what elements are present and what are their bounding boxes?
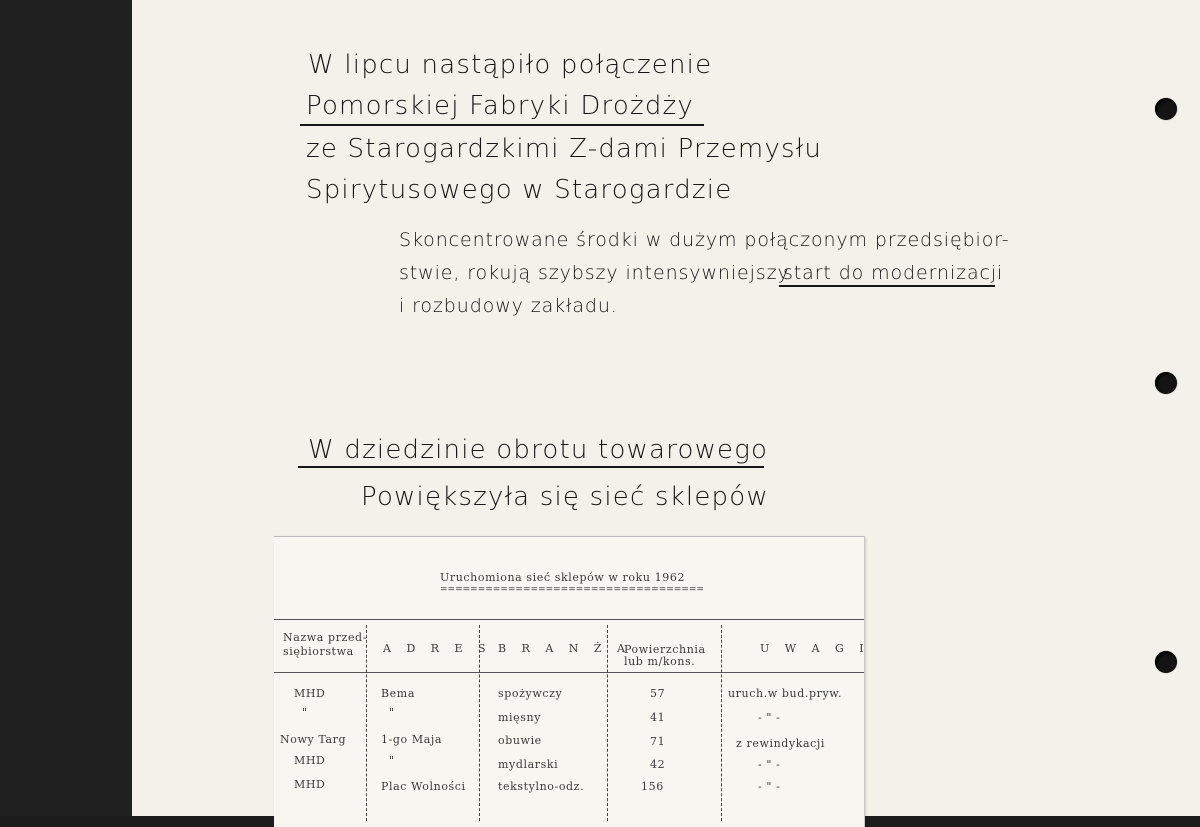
table-cell-branch: spożywczy [498, 687, 563, 700]
table-cell-area: 71 [650, 735, 666, 748]
table-title: Uruchomiona sieć sklepów w roku 1962 [440, 571, 686, 584]
table-cell-notes: - " - [758, 780, 781, 793]
table-cell-name: MHD [294, 778, 326, 791]
header-area-line1: Powierzchnia [624, 643, 706, 656]
table-cell-area: 41 [650, 711, 666, 724]
header-name-line2: siębiorstwa [283, 645, 354, 658]
table-cell-branch: tekstylno-odz. [498, 780, 585, 793]
column-separator [366, 625, 367, 821]
table-cell-name: " [302, 706, 308, 719]
header-notes: U W A G I [760, 642, 870, 655]
table-top-rule [274, 619, 864, 620]
table-cell-branch: mydlarski [498, 758, 559, 771]
table-cell-notes: uruch.w bud.pryw. [728, 687, 843, 700]
table-title-rule: =================================== [440, 585, 704, 595]
column-separator [721, 625, 722, 821]
table-cell-branch: mięsny [498, 711, 542, 724]
punch-hole [1155, 651, 1177, 673]
header-area-line2: lub m/kons. [624, 655, 696, 668]
binder-spine [0, 0, 132, 816]
section-subheading: Powiększyła się sieć sklepów [361, 482, 769, 512]
typed-table-sheet [274, 536, 870, 827]
table-cell-address: Plac Wolności [381, 780, 466, 793]
section-underline [298, 466, 764, 468]
table-cell-notes: z rewindykacji [736, 737, 826, 750]
paragraph-underlined-phrase: start do modernizacji [783, 262, 1004, 284]
table-cell-area: 42 [650, 758, 666, 771]
paragraph-line-3: i rozbudowy zakładu. [399, 295, 618, 317]
heading-line-4: Spirytusowego w Starogardzie [306, 175, 733, 205]
phrase-underline [779, 285, 995, 287]
heading-line-1: W lipcu nastąpiło połączenie [308, 50, 713, 80]
table-cell-notes: - " - [758, 758, 781, 771]
paragraph-line-1: Skoncentrowane środki w dużym połączonym przedsiębior- [399, 229, 1010, 251]
header-name-line1: Nazwa przed- [283, 631, 368, 644]
paragraph-line-2: stwie, rokują szybszy intensywniejszy [399, 262, 790, 284]
heading-underline [300, 124, 704, 126]
punch-hole [1155, 98, 1177, 120]
table-cell-name: MHD [294, 754, 326, 767]
table-cell-address: " [389, 754, 395, 767]
table-cell-area: 156 [641, 780, 664, 793]
punch-hole [1155, 372, 1177, 394]
section-heading: W dziedzinie obrotu towarowego [308, 435, 769, 465]
table-cell-name: Nowy Targ [280, 733, 347, 746]
header-address: A D R E S [383, 642, 492, 655]
table-cell-notes: - " - [758, 711, 781, 724]
table-cell-name: MHD [294, 687, 326, 700]
heading-line-2: Pomorskiej Fabryki Drożdży [306, 91, 694, 121]
table-cell-area: 57 [650, 687, 666, 700]
table-header-rule [274, 672, 864, 673]
table-cell-address: Bema [381, 687, 415, 700]
table-cell-address: " [389, 706, 395, 719]
table-cell-address: 1-go Maja [381, 733, 443, 746]
heading-line-3: ze Starogardzkimi Z-dami Przemysłu [306, 134, 823, 164]
table-cell-branch: obuwie [498, 734, 542, 747]
album-page [132, 0, 1200, 816]
header-branch: B R A N Ż A [498, 642, 632, 655]
